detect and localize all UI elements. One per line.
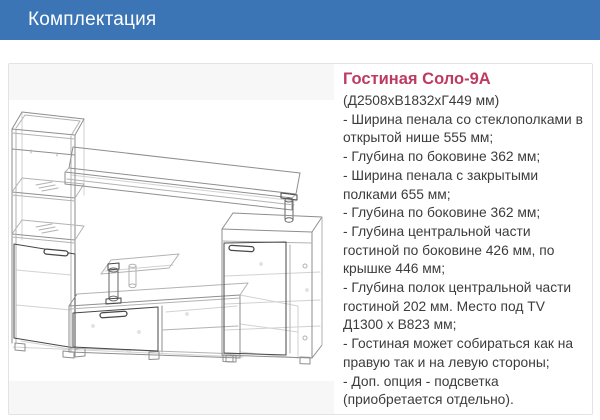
spec-item: - Глубина по боковине 362 мм;: [343, 149, 541, 165]
product-panel: [8, 63, 593, 415]
spec-item: - Глубина центральной части гостиной по боковине 426 мм, по крышке 446 мм;: [343, 223, 555, 277]
glass-shelf-posts: [101, 254, 179, 304]
spec-item: - Доп. опция - подсветка (приобретается отдельно).: [343, 373, 514, 408]
tv-stand: [69, 294, 240, 362]
furniture-wireframe-drawing: [9, 100, 334, 381]
product-info: [334, 64, 592, 414]
product-dimensions: (Д2508хВ1832хГ449 мм): [343, 93, 500, 108]
product-image: [9, 100, 334, 381]
section-header: [0, 0, 600, 40]
drawer-handle: [100, 311, 127, 318]
spec-item: - Ширина пенала с закрытыми полками 655 мм;: [343, 167, 539, 202]
left-cabinet-door: [14, 244, 75, 348]
left-door-handle: [44, 249, 68, 256]
right-door-handle: [229, 245, 254, 252]
spec-item: - Глубина полок центральной части гостиной 202 мм. Место под TV Д1300 х В823 мм;: [343, 280, 572, 333]
spec-item: - Ширина пенала со стеклополками в открытой нише 555 мм;: [343, 111, 583, 146]
tv-stand-drawer: [73, 307, 158, 351]
spec-item: - Гостиная может собираться как на правую так и на левую стороны;: [343, 336, 574, 370]
spec-item: - Глубина по боковине 362 мм;: [343, 205, 541, 221]
product-title: Гостиная Соло-9А: [343, 70, 491, 88]
section-title: Комплектация: [28, 9, 157, 30]
